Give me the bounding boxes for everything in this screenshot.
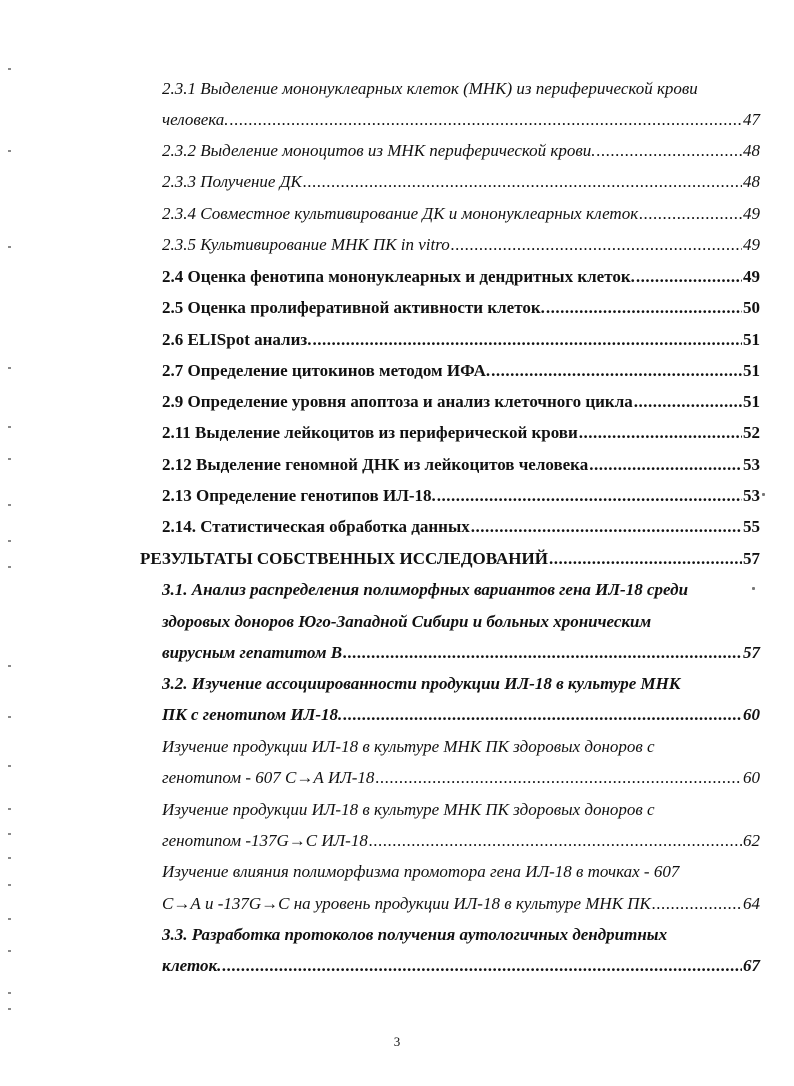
toc-page-number: 57 [743,549,760,568]
toc-entry-2-13 [162,486,760,506]
toc-page-number: 53 [743,455,760,474]
toc-entry-3-1-cont2 [162,643,760,663]
scan-artifact [8,540,11,542]
toc-entry-text: Изучение продукции ИЛ-18 в культуре МНК ПК здоровых доноров с [162,800,655,819]
toc-entry-text: 3.1. Анализ распределения полиморфных вариантов гена ИЛ-18 среди [162,580,689,599]
scan-artifact [752,587,755,590]
toc-page-number: 67 [743,956,760,975]
toc-entry-text: 2.11 Выделение лейкоцитов из периферической крови [162,423,578,442]
scan-artifact [8,765,11,767]
toc-page-number: 52 [743,423,760,442]
toc-entry-2-7 [162,361,760,381]
toc-entry-text: 2.3.4 Совместное культивирование ДК и мононуклеарных клеток [162,204,639,223]
toc-entry-text: 2.3.3 Получение ДК [162,172,302,191]
leader-dots [303,172,742,192]
toc-entry-text: 2.12 Выделение геномной ДНК из лейкоцитов человека [162,455,589,474]
leader-dots [634,392,742,412]
toc-entry-sub-1 [162,737,760,757]
toc-entry-text: человека. [162,110,229,129]
leader-dots [589,455,742,475]
toc-page-number: 53 [743,486,760,505]
toc-entry-sub-3-cont [162,894,760,914]
toc-entry-2-4 [162,267,760,287]
toc-entry-text: 2.14. Статистическая обработка данных [162,517,470,536]
toc-page-number: 62 [743,831,760,850]
leader-dots [579,423,742,443]
toc-page-number: 48 [743,141,760,160]
leader-dots [491,361,742,381]
toc-entry-text: 2.4 Оценка фенотипа мононуклеарных и дендритных клеток. [162,267,635,286]
leader-dots [222,956,742,976]
leader-dots [652,894,742,914]
scan-artifact [8,150,11,152]
toc-entry-2-3-2 [162,141,760,161]
scan-artifact [8,833,11,835]
toc-entry-text: ПК с генотипом ИЛ-18. [162,705,343,724]
toc-entry-2-3-3 [162,172,760,192]
toc-entry-sub-2-cont [162,831,760,851]
toc-entry-text: Изучение влияния полиморфизма промотора гена ИЛ-18 в точках - 607 [162,862,680,881]
toc-page-number: 49 [743,235,760,254]
scan-artifact [8,918,11,920]
toc-page-number: 64 [743,894,760,913]
toc-entry-2-3-4 [162,204,760,224]
toc-entry-text: 2.3.1 Выделение мононуклеарных клеток (МНК) из периферической крови [162,79,698,98]
scan-artifact [8,246,11,248]
toc-entry-text: РЕЗУЛЬТАТЫ СОБСТВЕННЫХ ИССЛЕДОВАНИЙ [140,549,548,568]
toc-entry-text: 2.6 ELISpot анализ. [162,330,312,349]
toc-entry-sub-2 [162,800,760,820]
leader-dots [437,486,742,506]
toc-entry-text: 2.3.2 Выделение моноцитов из МНК периферической крови. [162,141,596,160]
scan-artifact [8,716,11,718]
toc-entry-2-3-1 [162,79,760,99]
toc-page-number: 60 [743,768,760,787]
leader-dots [343,705,742,725]
toc-page-number: 47 [743,110,760,129]
toc-entry-text: 2.13 Определение генотипов ИЛ-18. [162,486,436,505]
toc-entry-2-6 [162,330,760,350]
scan-artifact [8,992,11,994]
leader-dots [230,110,742,130]
toc-entry-text: 3.2. Изучение ассоциированности продукции ИЛ-18 в культуре МНК [162,674,681,693]
page-number: 3 [393,1034,401,1049]
toc-entry-3-1-cont [162,612,760,632]
toc-entry-2-3-5 [162,235,760,255]
toc-entry-text: здоровых доноров Юго-Западной Сибири и больных хроническим [162,612,652,631]
toc-page-number: 48 [743,172,760,191]
scan-artifact [8,458,11,460]
toc-entry-sub-1-cont [162,768,760,788]
leader-dots [343,643,742,663]
scan-artifact [8,504,11,506]
toc-entry-text: 2.9 Определение уровня апоптоза и анализ клеточного цикла [162,392,633,411]
toc-page-number: 51 [743,330,760,349]
scan-artifact [8,950,11,952]
toc-entry-text: клеток. [162,956,222,975]
leader-dots [549,549,742,569]
scan-artifact [8,426,11,428]
scan-artifact [8,367,11,369]
toc-entry-3-3 [162,925,760,945]
leader-dots [451,235,742,255]
toc-page-number: 49 [743,267,760,286]
toc-entry-2-12 [162,455,760,475]
scan-artifact [8,68,11,70]
toc-page-number: 55 [743,517,760,536]
leader-dots [546,298,742,318]
toc-entry-2-5 [162,298,760,318]
toc-entry-text: 2.3.5 Культивирование МНК ПК in vitro [162,235,450,254]
leader-dots [471,517,742,537]
toc-page-number: 51 [743,392,760,411]
toc-entry-2-14 [162,517,760,537]
toc-entry-results-heading [140,549,760,569]
scan-artifact [8,884,11,886]
toc-page-number: 50 [743,298,760,317]
scan-artifact [8,857,11,859]
scan-artifact [762,493,765,496]
toc-entry-text: С→А и -137G→С на уровень продукции ИЛ-18 в культуре МНК ПК [162,894,651,913]
leader-dots [636,267,742,287]
toc-entry-text: вирусным гепатитом В [162,643,343,662]
toc-page-number: 49 [743,204,760,223]
toc-entry-3-1 [162,580,760,600]
toc-entry-text: 3.3. Разработка протоколов получения аутологичных дендритных [162,925,668,944]
toc-page-number: 57 [743,643,760,662]
toc-entry-text: Изучение продукции ИЛ-18 в культуре МНК ПК здоровых доноров с [162,737,655,756]
toc-entry-2-9 [162,392,760,412]
leader-dots [312,330,742,350]
leader-dots [375,768,742,788]
toc-page-number: 60 [743,705,760,724]
scan-artifact [8,566,11,568]
toc-entry-3-2-cont [162,705,760,725]
toc-entry-text: 2.7 Определение цитокинов методом ИФА. [162,361,491,380]
leader-dots [369,831,742,851]
toc-entry-2-3-1-cont [162,110,760,130]
toc-entry-text: 2.5 Оценка пролиферативной активности клеток. [162,298,545,317]
toc-entry-text: генотипом - 607 С→А ИЛ-18 [162,768,375,787]
toc-entry-sub-3 [162,862,760,882]
leader-dots [597,141,742,161]
toc-page-number: 51 [743,361,760,380]
toc-entry-3-2 [162,674,760,694]
scan-artifact [8,808,11,810]
scan-artifact [8,1008,11,1010]
leader-dots [639,204,742,224]
scan-artifact [8,665,11,667]
toc-entry-text: генотипом -137G→С ИЛ-18 [162,831,368,850]
toc-entry-2-11 [162,423,760,443]
toc-entry-3-3-cont [162,956,760,976]
